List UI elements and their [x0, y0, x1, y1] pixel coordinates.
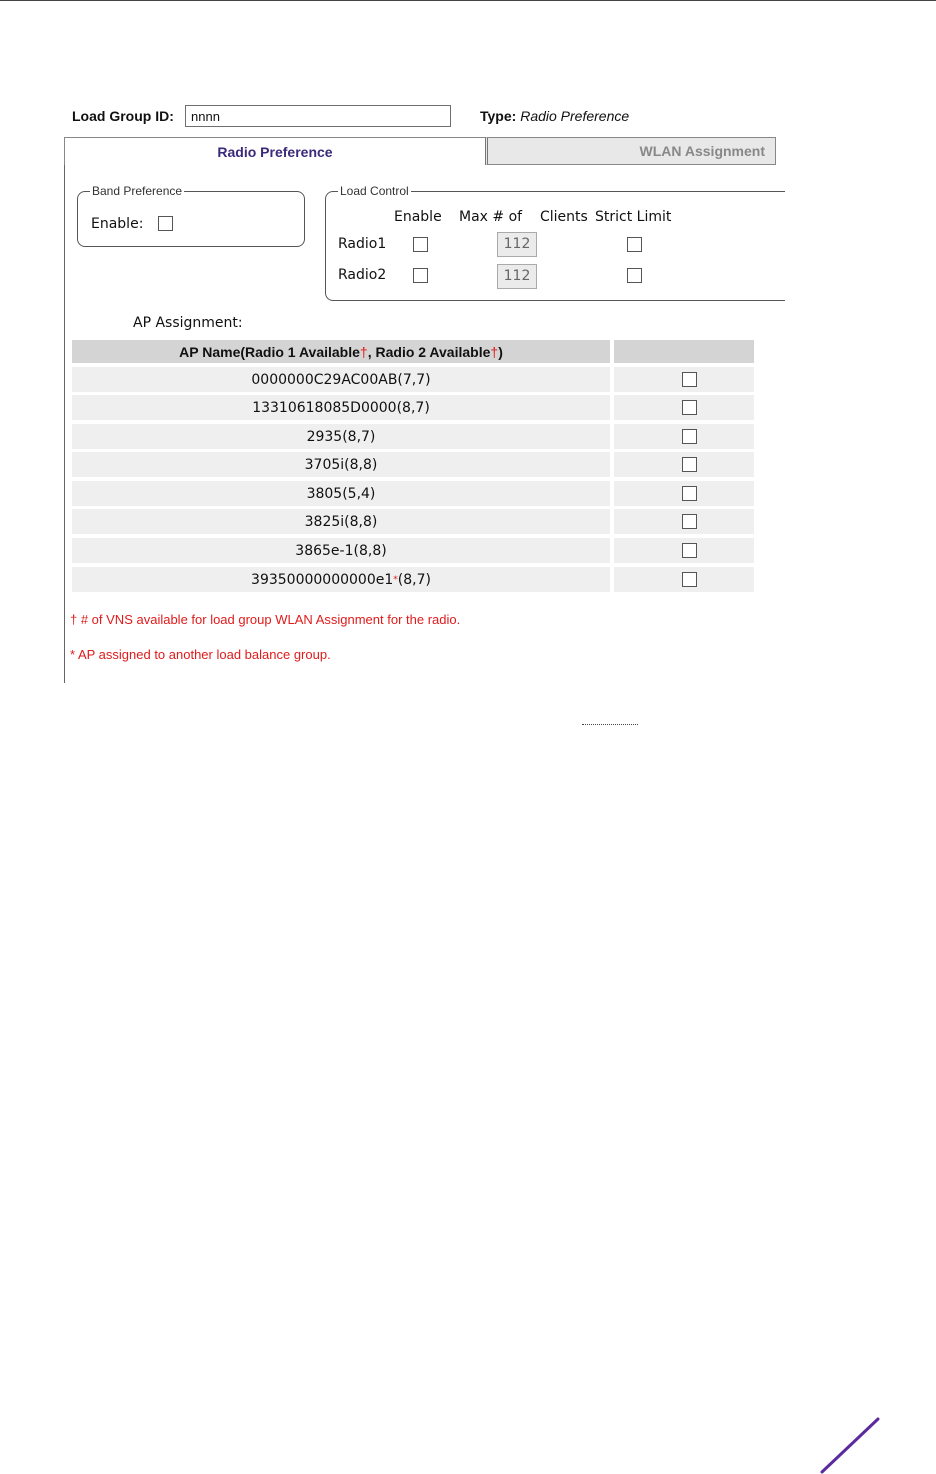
ap-select-checkbox[interactable] — [682, 429, 697, 444]
table-row: 3805(5,4) — [72, 481, 610, 506]
table-row: 13310618085D0000(8,7) — [72, 395, 610, 420]
ap-header-part3: ) — [498, 343, 503, 360]
ap-name-main: 39350000000000e1 — [251, 571, 394, 588]
type-display — [480, 108, 629, 124]
table-row-select — [614, 395, 754, 420]
tab-wlan-assignment[interactable]: WLAN Assignment — [485, 137, 776, 165]
dagger-mark: † — [490, 343, 499, 360]
dagger-footnote: † # of VNS available for load group WLAN Assignment for the radio. — [70, 612, 461, 627]
radio1-max-clients-field[interactable]: 112 — [497, 232, 537, 257]
radio1-strict-checkbox[interactable] — [627, 237, 642, 252]
table-row: 0000000C29AC00AB(7,7) — [72, 367, 610, 392]
panel-border — [64, 165, 65, 683]
ap-select-checkbox[interactable] — [682, 543, 697, 558]
col-max-header: Max # of — [459, 209, 523, 225]
star-footnote: * AP assigned to another load balance group. — [70, 647, 331, 662]
radio2-enable-checkbox[interactable] — [413, 268, 428, 283]
star-mark: * — [393, 574, 398, 585]
band-enable-checkbox[interactable] — [158, 216, 173, 231]
ap-table-header — [72, 340, 610, 363]
table-row-select — [614, 567, 754, 592]
table-row-select — [614, 481, 754, 506]
table-row-select — [614, 367, 754, 392]
ap-table-header-select — [614, 340, 754, 363]
type-label: Type: — [480, 108, 517, 124]
radio2-max-clients-field[interactable]: 112 — [497, 264, 537, 289]
col-enable-header: Enable — [394, 209, 442, 225]
table-row-select — [614, 424, 754, 449]
radio2-strict-checkbox[interactable] — [627, 268, 642, 283]
ap-header-part1: AP Name(Radio 1 Available — [179, 343, 360, 360]
col-clients-header: Clients — [540, 209, 588, 225]
ap-header-part2: , Radio 2 Available — [367, 343, 491, 360]
radio2-label: Radio2 — [338, 267, 387, 283]
dotted-divider — [582, 724, 638, 725]
brand-logo-icon — [816, 1416, 884, 1474]
ap-select-checkbox[interactable] — [682, 572, 697, 587]
table-row-select — [614, 538, 754, 563]
table-row-select — [614, 452, 754, 477]
load-group-id-input[interactable] — [185, 105, 451, 127]
ap-select-checkbox[interactable] — [682, 486, 697, 501]
table-row — [72, 567, 610, 592]
ap-name-suffix: (8,7) — [397, 571, 431, 588]
ap-select-checkbox[interactable] — [682, 400, 697, 415]
radio1-enable-checkbox[interactable] — [413, 237, 428, 252]
table-row: 2935(8,7) — [72, 424, 610, 449]
table-row: 3705i(8,8) — [72, 452, 610, 477]
ap-select-checkbox[interactable] — [682, 372, 697, 387]
top-rule — [0, 0, 936, 1]
tab-bar — [64, 137, 776, 165]
col-strict-header: Strict Limit — [595, 209, 672, 225]
load-control-group — [325, 184, 785, 301]
ap-select-checkbox[interactable] — [682, 457, 697, 472]
load-control-legend: Load Control — [340, 184, 409, 198]
type-value: Radio Preference — [520, 108, 630, 124]
tab-radio-preference[interactable]: Radio Preference — [64, 137, 485, 165]
load-group-id-label: Load Group ID: — [72, 108, 174, 124]
dagger-mark: † — [359, 343, 368, 360]
table-row: 3865e-1(8,8) — [72, 538, 610, 563]
band-preference-legend: Band Preference — [92, 184, 183, 198]
table-row-select — [614, 509, 754, 534]
table-row: 3825i(8,8) — [72, 509, 610, 534]
radio1-label: Radio1 — [338, 236, 387, 252]
band-enable-label: Enable: — [91, 216, 144, 232]
ap-select-checkbox[interactable] — [682, 514, 697, 529]
ap-assignment-label: AP Assignment: — [133, 315, 243, 331]
band-preference-group — [77, 184, 305, 247]
